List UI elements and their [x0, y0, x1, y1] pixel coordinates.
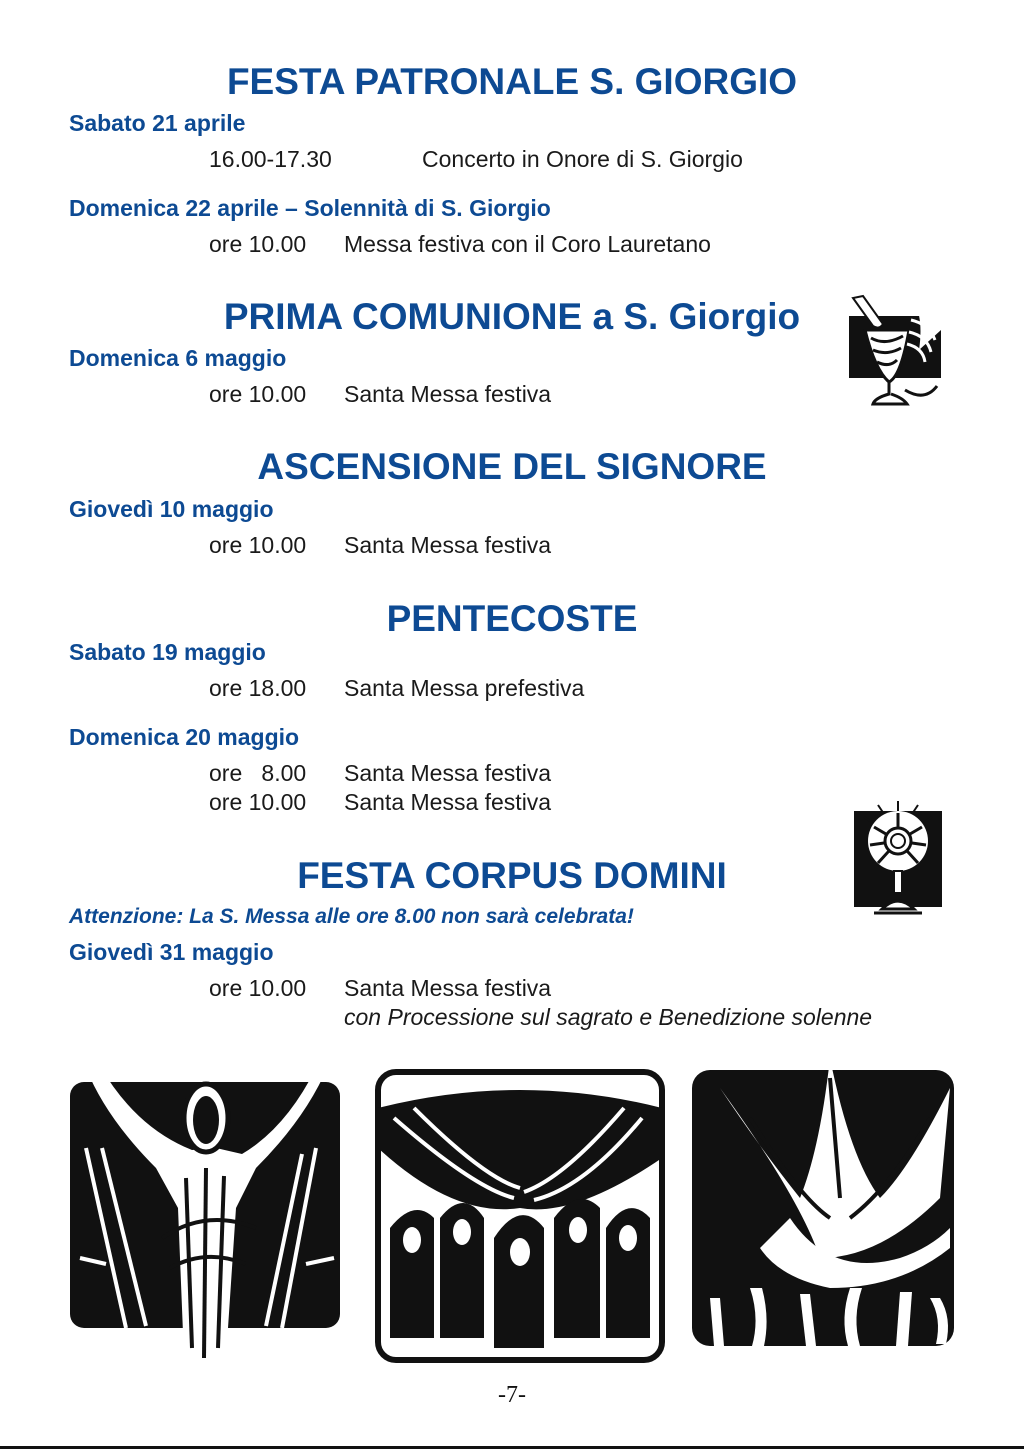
entry-description: Santa Messa festiva [344, 532, 552, 558]
section-title-pentecoste: PENTECOSTE [386, 598, 638, 639]
entry-description-italic: con Processione sul sagrato e Benedizione solenne [344, 1004, 873, 1030]
section-title-ascensione: ASCENSIONE DEL SIGNORE [257, 446, 767, 487]
apostles-woodcut [374, 1068, 666, 1366]
day-heading: Domenica 20 maggio [69, 724, 300, 750]
day-heading: Sabato 21 aprile [69, 110, 246, 136]
entry-description: Santa Messa festiva [344, 789, 552, 815]
day-heading: Giovedì 31 maggio [69, 939, 274, 965]
entry-time: ore 10.00 [209, 789, 307, 815]
entry-description: Santa Messa prefestiva [344, 675, 585, 701]
ascension-woodcut [66, 1058, 346, 1370]
section-title-festa-patronale: FESTA PATRONALE S. GIORGIO [226, 61, 798, 102]
day-heading: Giovedì 10 maggio [69, 496, 274, 522]
holy-spirit-dove-woodcut [680, 1048, 964, 1366]
entry-description: Santa Messa festiva [344, 975, 552, 1001]
entry-time: ore 10.00 [209, 975, 307, 1001]
section-title-prima-comunione: PRIMA COMUNIONE a S. Giorgio [223, 296, 801, 337]
entry-description: Concerto in Onore di S. Giorgio [422, 146, 743, 172]
page-number: -7- [498, 1382, 526, 1408]
entry-time: ore 10.00 [209, 381, 307, 407]
day-heading: Domenica 22 aprile – Solennità di S. Giorgio [69, 195, 551, 221]
attention-note: Attenzione: La S. Messa alle ore 8.00 non sarà celebrata! [69, 905, 634, 928]
entry-time: ore 10.00 [209, 231, 307, 257]
entry-time: ore 10.00 [209, 532, 307, 558]
day-heading: Sabato 19 maggio [69, 639, 266, 665]
section-title-corpus-domini: FESTA CORPUS DOMINI [297, 855, 727, 896]
entry-description: Santa Messa festiva [344, 760, 552, 786]
entry-description: Messa festiva con il Coro Lauretano [344, 231, 711, 257]
entry-time: 16.00-17.30 [209, 146, 332, 172]
entry-time: ore 8.00 [209, 760, 307, 786]
entry-time: ore 18.00 [209, 675, 307, 701]
day-heading: Domenica 6 maggio [69, 345, 287, 371]
bottom-rule [0, 1446, 1024, 1449]
chalice-icon [845, 290, 945, 408]
entry-description: Santa Messa festiva [344, 381, 552, 407]
